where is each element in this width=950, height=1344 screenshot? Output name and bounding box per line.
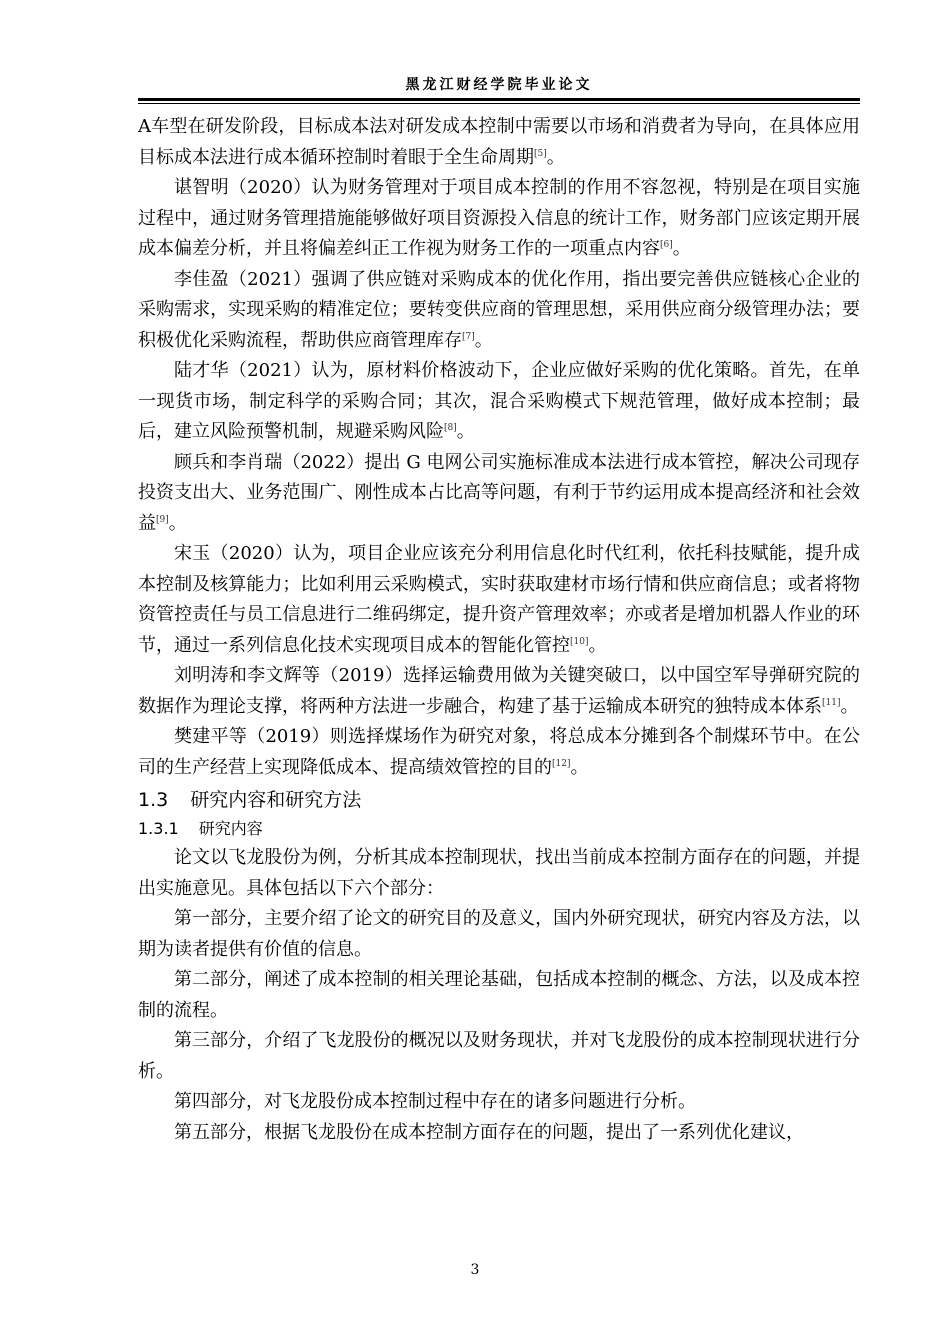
paragraph: 第一部分，主要介绍了论文的研究目的及意义，国内外研究现状，研究内容及方法，以期为读者提供有价值的信息。 [138, 908, 860, 960]
paragraph [138, 356, 860, 448]
paragraph-tail: 。 [474, 329, 493, 351]
header-rule-thin [138, 103, 860, 104]
paragraph: 第五部分，根据飞龙股份在成本控制方面存在的问题，提出了一系列优化建议， [174, 1121, 804, 1143]
paragraph-text: 顾兵和李肖瑞（2022）提出 G 电网公司实施标准成本法进行成本管控，解决公司现存 投资支出大、业务范围广、刚性成本占比高等问题，有利于节约运用成本提高经济和社会效益 [138, 451, 860, 534]
paragraph [138, 112, 860, 173]
subsection-heading [138, 815, 860, 843]
paragraph [138, 265, 860, 357]
section-heading [138, 785, 860, 815]
paragraph-tail: 。 [570, 756, 589, 778]
paragraph [138, 661, 860, 722]
paragraph-tail: 。 [168, 512, 187, 534]
paragraph [138, 448, 860, 540]
citation: [12] [552, 758, 571, 769]
paragraph: 论文以飞龙股份为例，分析其成本控制现状，找出当前成本控制方面存在的问题，并提出实施意见。具体包括以下六个部分： [138, 847, 860, 899]
citation: [6] [660, 240, 673, 250]
paragraph-tail: 。 [840, 695, 859, 717]
paragraph-text: 陆才华（2021）认为，原材料价格波动下，企业应做好采购的优化策略。首先，在单一现货市场，制定科学的采购合同；其次，混合采购模式下规范管理，做好成本控制；最后，建立风险预警机制，规避采购风险 [138, 360, 860, 442]
paragraph-text: 樊建平等（2019）则选择煤场作为研究对象，将总成本分摊到各个制煤环节中。在公司的生产经营上实现降低成本、提高绩效管控的目的 [138, 726, 860, 778]
paragraph-text: 谌智明（2020）认为财务管理对于项目成本控制的作用不容忽视，特别是在项目实施过程中，通过财务管理措施能够做好项目资源投入信息的统计工作，财务部门应该定期开展成本偏差分析，并且将偏差纠正工作视为财务工作的一项重点内容 [138, 177, 860, 259]
citation: [10] [570, 636, 589, 647]
paragraph-text: 李佳盈（2021）强调了供应链对采购成本的优化作用，指出要完善供应链核心企业的采购需求，实现采购的精准定位；要转变供应商的管理思想，采用供应商分级管理办法；要积极优化采购流程，帮助供应商管理库存 [138, 268, 860, 351]
citation: [5] [534, 148, 547, 159]
page-number: 3 [470, 1262, 480, 1278]
paragraph: 第三部分，介绍了飞龙股份的概况以及财务现状，并对飞龙股份的成本控制现状进行分析。 [138, 1030, 860, 1082]
paragraph: 第四部分，对飞龙股份成本控制过程中存在的诸多问题进行分析。 [174, 1091, 696, 1112]
section-title: 研究内容和研究方法 [190, 789, 362, 811]
paragraph [138, 173, 860, 265]
paragraph-tail: 。 [588, 634, 607, 656]
citation: [11] [822, 697, 841, 708]
paragraph-text: A车型在研发阶段，目标成本法对研发成本控制中需要以市场和消费者为导向，在具体应用目标成本法进行成本循环控制时着眼于全生命周期 [138, 116, 860, 168]
paragraph-tail: 。 [456, 421, 475, 442]
subsection-title: 研究内容 [198, 819, 263, 838]
citation: [7] [462, 331, 475, 342]
paragraph [138, 539, 860, 661]
paragraph [138, 722, 860, 783]
subsection-number: 1.3.1 [138, 819, 179, 838]
paragraph-tail: 。 [546, 146, 565, 168]
document-body [138, 112, 860, 1148]
citation: [8] [444, 423, 457, 433]
section-number: 1.3 [138, 789, 169, 811]
citation: [9] [156, 514, 169, 525]
running-header: 黑龙江财经学院毕业论文 [405, 77, 593, 93]
header-rule-thick [138, 98, 860, 101]
paragraph-tail: 。 [672, 238, 691, 259]
paragraph-text: 宋玉（2020）认为，项目企业应该充分利用信息化时代红利，依托科技赋能，提升成本控制及核算能力；比如利用云采购模式，实时获取建材市场行情和供应商信息；或者将物资管控责任与员工信息进行二维码绑定，提升资产管理效率；亦或者是增加机器人作业的环节，通过一系列信息化技术实现项目成本的智能化管控 [138, 543, 860, 656]
paragraph: 第二部分，阐述了成本控制的相关理论基础，包括成本控制的概念、方法，以及成本控制的流程。 [138, 969, 860, 1021]
paragraph-text: 刘明涛和李文辉等（2019）选择运输费用做为关键突破口，以中国空军导弹研究院的数据作为理论支撑，将两种方法进一步融合，构建了基于运输成本研究的独特成本体系 [138, 665, 860, 717]
